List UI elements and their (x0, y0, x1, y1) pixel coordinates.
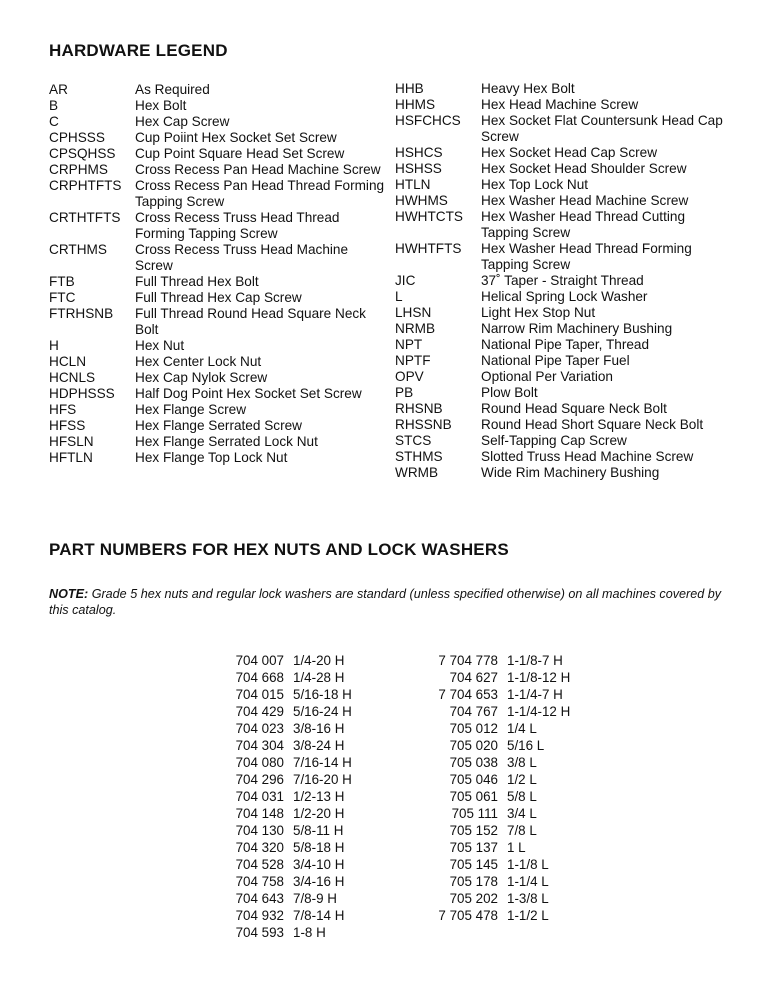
legend-row (49, 338, 385, 354)
legend-row (395, 97, 726, 113)
part-size: 1-1/4 L (507, 874, 549, 889)
part-number-row (206, 873, 352, 890)
legend-description: Hex Head Machine Screw (481, 97, 639, 112)
part-number: 704 130 (235, 823, 284, 838)
legend-abbreviation: HFTLN (49, 450, 93, 465)
part-size: 7/8 L (507, 823, 537, 838)
legend-row (49, 386, 385, 402)
legend-description: Hex Top Lock Nut (481, 177, 589, 192)
part-size: 5/16-24 H (293, 704, 352, 719)
part-number: 704 023 (235, 721, 284, 736)
part-number-row (420, 839, 570, 856)
legend-description: Hex Flange Top Lock Nut (135, 450, 288, 465)
part-number-row (420, 720, 570, 737)
part-numbers-left-column (206, 652, 352, 941)
legend-row (395, 353, 726, 369)
legend-abbreviation: C (49, 114, 59, 129)
legend-row (49, 434, 385, 450)
part-size: 7/8-14 H (293, 908, 345, 923)
part-number-row (206, 686, 352, 703)
legend-abbreviation: HFS (49, 402, 77, 417)
legend-row (49, 210, 385, 242)
legend-abbreviation: CRPHTFTS (49, 178, 122, 193)
legend-row (49, 418, 385, 434)
part-number: 704 627 (449, 670, 498, 685)
legend-description: Round Head Short Square Neck Bolt (481, 417, 704, 432)
part-size: 1-1/8-7 H (507, 653, 563, 668)
part-number-row (420, 754, 570, 771)
part-size: 5/8-11 H (293, 823, 344, 838)
legend-abbreviation: CRPHMS (49, 162, 108, 177)
legend-abbreviation: HDPHSSS (49, 386, 115, 401)
part-number: 704 080 (235, 755, 284, 770)
legend-abbreviation: RHSNB (395, 401, 443, 416)
legend-description: Hex Flange Screw (135, 402, 247, 417)
legend-abbreviation: HHB (395, 81, 424, 96)
part-number: 704 015 (235, 687, 284, 702)
legend-abbreviation: LHSN (395, 305, 432, 320)
legend-description: Hex Washer Head Thread Forming Tapping Screw (481, 241, 692, 272)
legend-abbreviation: B (49, 98, 59, 113)
legend-row (395, 449, 726, 465)
part-size: 5/16 L (507, 738, 545, 753)
part-size: 1-3/8 L (507, 891, 549, 906)
legend-description: Cup Point Square Head Set Screw (135, 146, 345, 161)
legend-abbreviation: OPV (395, 369, 424, 384)
legend-description: Light Hex Stop Nut (481, 305, 596, 320)
part-number: 705 202 (449, 891, 498, 906)
legend-description: Hex Flange Serrated Screw (135, 418, 302, 433)
part-number-row (206, 839, 352, 856)
part-number-row (206, 771, 352, 788)
part-size: 1/4-20 H (293, 653, 345, 668)
part-number: 7 704 778 (438, 653, 498, 668)
part-size: 1-1/8 L (507, 857, 549, 872)
part-number-row (206, 788, 352, 805)
legend-description: Hex Socket Head Cap Screw (481, 145, 658, 160)
part-size: 1-8 H (293, 925, 326, 940)
legend-row (395, 369, 726, 385)
part-size: 7/16-14 H (293, 755, 352, 770)
legend-description: Hex Socket Flat Countersunk Head Cap Screw (481, 113, 723, 144)
legend-abbreviation: NPT (395, 337, 423, 352)
part-size: 3/8-16 H (293, 721, 345, 736)
legend-description: Cross Recess Pan Head Machine Screw (135, 162, 381, 177)
legend-description: Wide Rim Machinery Bushing (481, 465, 660, 480)
part-size: 5/8 L (507, 789, 537, 804)
part-numbers-title: PART NUMBERS FOR HEX NUTS AND LOCK WASHERS (49, 540, 509, 559)
legend-abbreviation: HHMS (395, 97, 436, 112)
part-number: 7 705 478 (438, 908, 498, 923)
part-number: 704 758 (235, 874, 284, 889)
legend-row (49, 130, 385, 146)
legend-description: Cross Recess Truss Head Thread Forming Tapping Screw (135, 210, 340, 241)
part-size: 1/4 L (507, 721, 537, 736)
part-number: 704 148 (235, 806, 284, 821)
legend-abbreviation: HFSLN (49, 434, 94, 449)
legend-description: Full Thread Hex Cap Screw (135, 290, 302, 305)
legend-row (395, 273, 726, 289)
part-number-row (206, 669, 352, 686)
legend-abbreviation: HWHTFTS (395, 241, 462, 256)
part-size: 1/2-13 H (293, 789, 345, 804)
legend-abbreviation: HSHSS (395, 161, 442, 176)
legend-abbreviation: HWHMS (395, 193, 448, 208)
part-size: 1-1/4-7 H (507, 687, 563, 702)
part-number: 704 643 (235, 891, 284, 906)
legend-row (395, 145, 726, 161)
hardware-legend-right-column (395, 81, 726, 481)
part-number-row (420, 703, 570, 720)
part-number: 705 046 (449, 772, 498, 787)
legend-row (395, 433, 726, 449)
legend-abbreviation: FTC (49, 290, 76, 305)
legend-description: Slotted Truss Head Machine Screw (481, 449, 694, 464)
legend-abbreviation: HTLN (395, 177, 431, 192)
legend-row (395, 113, 726, 145)
note-paragraph (49, 586, 729, 618)
part-size: 7/16-20 H (293, 772, 352, 787)
part-size: 1-1/2 L (507, 908, 549, 923)
legend-row (49, 242, 385, 274)
part-size: 7/8-9 H (293, 891, 337, 906)
part-size: 1-1/8-12 H (507, 670, 571, 685)
legend-row (49, 354, 385, 370)
legend-row (395, 465, 726, 481)
part-number-row (420, 873, 570, 890)
legend-row (395, 401, 726, 417)
legend-description: Narrow Rim Machinery Bushing (481, 321, 673, 336)
part-number-row (206, 907, 352, 924)
part-number: 705 038 (449, 755, 498, 770)
part-number: 704 668 (235, 670, 284, 685)
part-number: 705 061 (449, 789, 498, 804)
legend-row (395, 81, 726, 97)
legend-description: Hex Cap Screw (135, 114, 230, 129)
legend-row (395, 177, 726, 193)
legend-row (395, 209, 726, 241)
legend-description: Heavy Hex Bolt (481, 81, 575, 96)
legend-row (49, 162, 385, 178)
part-number-row (206, 805, 352, 822)
hardware-legend-title: HARDWARE LEGEND (49, 41, 228, 60)
part-number-row (206, 754, 352, 771)
legend-abbreviation: RHSSNB (395, 417, 452, 432)
part-size: 1 L (507, 840, 526, 855)
part-size: 1/2-20 H (293, 806, 345, 821)
part-number-row (420, 805, 570, 822)
legend-row (49, 114, 385, 130)
legend-description: 37˚ Taper - Straight Thread (481, 273, 644, 288)
part-number: 704 932 (235, 908, 284, 923)
part-number: 704 593 (235, 925, 284, 940)
legend-abbreviation: CRTHTFTS (49, 210, 121, 225)
legend-description: Round Head Square Neck Bolt (481, 401, 667, 416)
legend-abbreviation: HFSS (49, 418, 86, 433)
legend-row (395, 193, 726, 209)
part-number-row (206, 856, 352, 873)
legend-abbreviation: FTRHSNB (49, 306, 114, 321)
legend-row (49, 290, 385, 306)
part-size: 3/4 L (507, 806, 537, 821)
part-number-row (206, 737, 352, 754)
part-number-row (420, 652, 570, 669)
legend-abbreviation: CPSQHSS (49, 146, 116, 161)
part-number: 704 767 (449, 704, 498, 719)
legend-row (49, 146, 385, 162)
legend-abbreviation: AR (49, 82, 68, 97)
part-size: 3/4-16 H (293, 874, 345, 889)
legend-description: As Required (135, 82, 210, 97)
part-number-row (206, 703, 352, 720)
part-number: 705 012 (449, 721, 498, 736)
legend-description: Hex Center Lock Nut (135, 354, 262, 369)
legend-description: Helical Spring Lock Washer (481, 289, 648, 304)
legend-abbreviation: WRMB (395, 465, 439, 480)
legend-description: Optional Per Variation (481, 369, 613, 384)
legend-abbreviation: JIC (395, 273, 416, 288)
part-number: 705 145 (449, 857, 498, 872)
legend-description: Full Thread Round Head Square Neck Bolt (135, 306, 366, 337)
part-number: 704 528 (235, 857, 284, 872)
legend-abbreviation: HCLN (49, 354, 87, 369)
legend-description: Hex Nut (135, 338, 185, 353)
legend-abbreviation: STHMS (395, 449, 443, 464)
legend-description: Hex Bolt (135, 98, 187, 113)
part-number-row (420, 890, 570, 907)
part-number-row (420, 856, 570, 873)
legend-abbreviation: CPHSSS (49, 130, 105, 145)
legend-abbreviation: H (49, 338, 59, 353)
part-size: 3/8-24 H (293, 738, 345, 753)
legend-row (395, 305, 726, 321)
legend-row (49, 370, 385, 386)
part-size: 3/4-10 H (293, 857, 345, 872)
legend-description: Hex Washer Head Machine Screw (481, 193, 689, 208)
legend-abbreviation: NRMB (395, 321, 436, 336)
legend-description: Plow Bolt (481, 385, 538, 400)
part-number: 704 429 (235, 704, 284, 719)
legend-description: Cup Poiint Hex Socket Set Screw (135, 130, 337, 145)
part-number: 704 031 (235, 789, 284, 804)
part-number-row (206, 652, 352, 669)
legend-description: Full Thread Hex Bolt (135, 274, 259, 289)
legend-description: Half Dog Point Hex Socket Set Screw (135, 386, 362, 401)
legend-row (395, 337, 726, 353)
legend-row (49, 306, 385, 338)
legend-description: National Pipe Taper, Thread (481, 337, 650, 352)
legend-row (49, 274, 385, 290)
legend-abbreviation: L (395, 289, 403, 304)
legend-abbreviation: HWHTCTS (395, 209, 463, 224)
part-size: 5/8-18 H (293, 840, 345, 855)
part-numbers-right-column (420, 652, 570, 924)
part-number-row (420, 669, 570, 686)
legend-description: Cross Recess Truss Head Machine Screw (135, 242, 349, 273)
legend-description: Hex Socket Head Shoulder Screw (481, 161, 687, 176)
part-number: 704 007 (235, 653, 284, 668)
legend-row (395, 289, 726, 305)
legend-row (395, 385, 726, 401)
note-label: NOTE: (49, 587, 89, 601)
part-number-row (206, 924, 352, 941)
legend-row (395, 321, 726, 337)
part-size: 1/4-28 H (293, 670, 345, 685)
part-number: 704 304 (235, 738, 284, 753)
legend-abbreviation: NPTF (395, 353, 431, 368)
part-number: 7 704 653 (438, 687, 498, 702)
part-number-row (420, 771, 570, 788)
part-number-row (420, 686, 570, 703)
part-size: 1/2 L (507, 772, 537, 787)
legend-abbreviation: PB (395, 385, 414, 400)
legend-abbreviation: HSHCS (395, 145, 443, 160)
part-number: 705 020 (449, 738, 498, 753)
legend-description: Hex Washer Head Thread Cutting Tapping Screw (481, 209, 686, 240)
legend-row (49, 98, 385, 114)
part-number: 705 152 (449, 823, 498, 838)
legend-row (395, 241, 726, 273)
part-number: 705 137 (449, 840, 498, 855)
legend-abbreviation: HCNLS (49, 370, 96, 385)
part-number: 704 296 (235, 772, 284, 787)
part-number: 704 320 (235, 840, 284, 855)
part-number: 705 178 (449, 874, 498, 889)
legend-abbreviation: CRTHMS (49, 242, 107, 257)
part-number-row (420, 737, 570, 754)
part-number-row (420, 822, 570, 839)
legend-description: National Pipe Taper Fuel (481, 353, 630, 368)
legend-row (49, 178, 385, 210)
legend-abbreviation: HSFCHCS (395, 113, 461, 128)
hardware-legend-left-column (49, 82, 385, 466)
legend-row (49, 450, 385, 466)
legend-row (49, 402, 385, 418)
legend-description: Hex Cap Nylok Screw (135, 370, 268, 385)
part-number-row (420, 907, 570, 924)
part-number-row (420, 788, 570, 805)
part-size: 3/8 L (507, 755, 537, 770)
legend-description: Hex Flange Serrated Lock Nut (135, 434, 318, 449)
note-text: Grade 5 hex nuts and regular lock washers are standard (unless specified otherwise) on all machines covered by this catalog. (49, 587, 722, 617)
legend-row (49, 82, 385, 98)
part-size: 5/16-18 H (293, 687, 352, 702)
legend-row (395, 417, 726, 433)
part-number-row (206, 720, 352, 737)
legend-abbreviation: FTB (49, 274, 75, 289)
part-number-row (206, 890, 352, 907)
legend-description: Cross Recess Pan Head Thread Forming Tapping Screw (135, 178, 385, 209)
part-size: 1-1/4-12 H (507, 704, 571, 719)
part-number: 705 111 (451, 806, 498, 821)
part-number-row (206, 822, 352, 839)
legend-abbreviation: STCS (395, 433, 432, 448)
legend-description: Self-Tapping Cap Screw (481, 433, 627, 448)
legend-row (395, 161, 726, 177)
